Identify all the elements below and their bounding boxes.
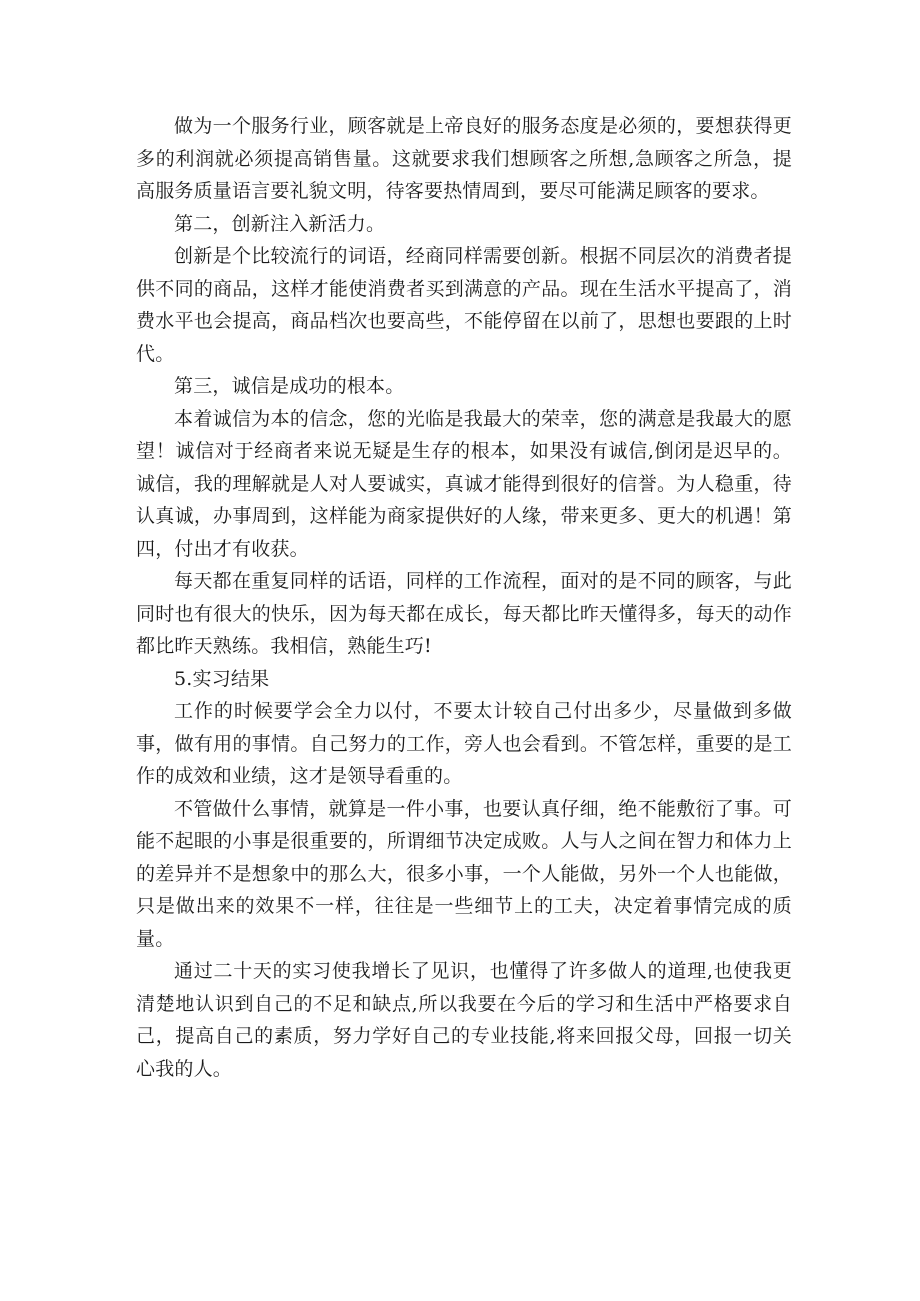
paragraph-details: 不管做什么事情，就算是一件小事，也要认真仔细，绝不能敷衍了事。可能不起眼的小事是很重要的，所谓细节决定成败。人与人之间在智力和体力上的差异并不是想象中的那么大，很多小事，一个人能做，另外一个人也能做，只是做出来的效果不一样，往往是一些细节上的工夫，决定着事情完成的质量。 [136,797,792,950]
paragraph-conclusion: 通过二十天的实习使我增长了见识，也懂得了许多做人的道理,也使我更清楚地认识到自己的不足和缺点,所以我要在今后的学习和生活中严格要求自己，提高自己的素质，努力学好自己的专业技能,将来回报父母，回报一切关心我的人。 [136,960,792,1080]
paragraph-innovation: 创新是个比较流行的词语，经商同样需要创新。根据不同层次的消费者提供不同的商品，这样才能使消费者买到满意的产品。现在生活水平提高了，消费水平也会提高，商品档次也要高些，不能停留在以前了，思想也要跟的上时代。 [136,245,792,365]
paragraph-practice: 每天都在重复同样的话语，同样的工作流程，面对的是不同的顾客，与此同时也有很大的快乐，因为每天都在成长，每天都比昨天懂得多，每天的动作都比昨天熟练。我相信，熟能生巧! [136,570,792,657]
paragraph-work-effort: 工作的时候要学会全力以付，不要太计较自己付出多少，尽量做到多做事，做有用的事情。自己努力的工作，旁人也会看到。不管怎样，重要的是工作的成效和业绩，这才是领导看重的。 [136,700,792,787]
heading-innovation: 第二，创新注入新活力。 [174,212,386,235]
paragraph-service-attitude: 做为一个服务行业，顾客就是上帝良好的服务态度是必须的，要想获得更多的利润就必须提高销售量。这就要求我们想顾客之所想,急顾客之所急，提高服务质量语言要礼貌文明，待客要热情周到，要尽可能满足顾客的要求。 [136,115,792,202]
heading-integrity: 第三，诚信是成功的根本。 [174,375,405,397]
document-body [136,110,792,1085]
paragraph-integrity: 本着诚信为本的信念，您的光临是我最大的荣幸，您的满意是我最大的愿望！诚信对于经商者来说无疑是生存的根本，如果没有诚信,倒闭是迟早的。诚信，我的理解就是人对人要诚实，真诚才能得到很好的信誉。为人稳重，待认真诚，办事周到，这样能为商家提供好的人缘，带来更多、更大的机遇！第四，付出才有收获。 [136,407,792,560]
heading-internship-results: 5.实习结果 [174,667,270,690]
